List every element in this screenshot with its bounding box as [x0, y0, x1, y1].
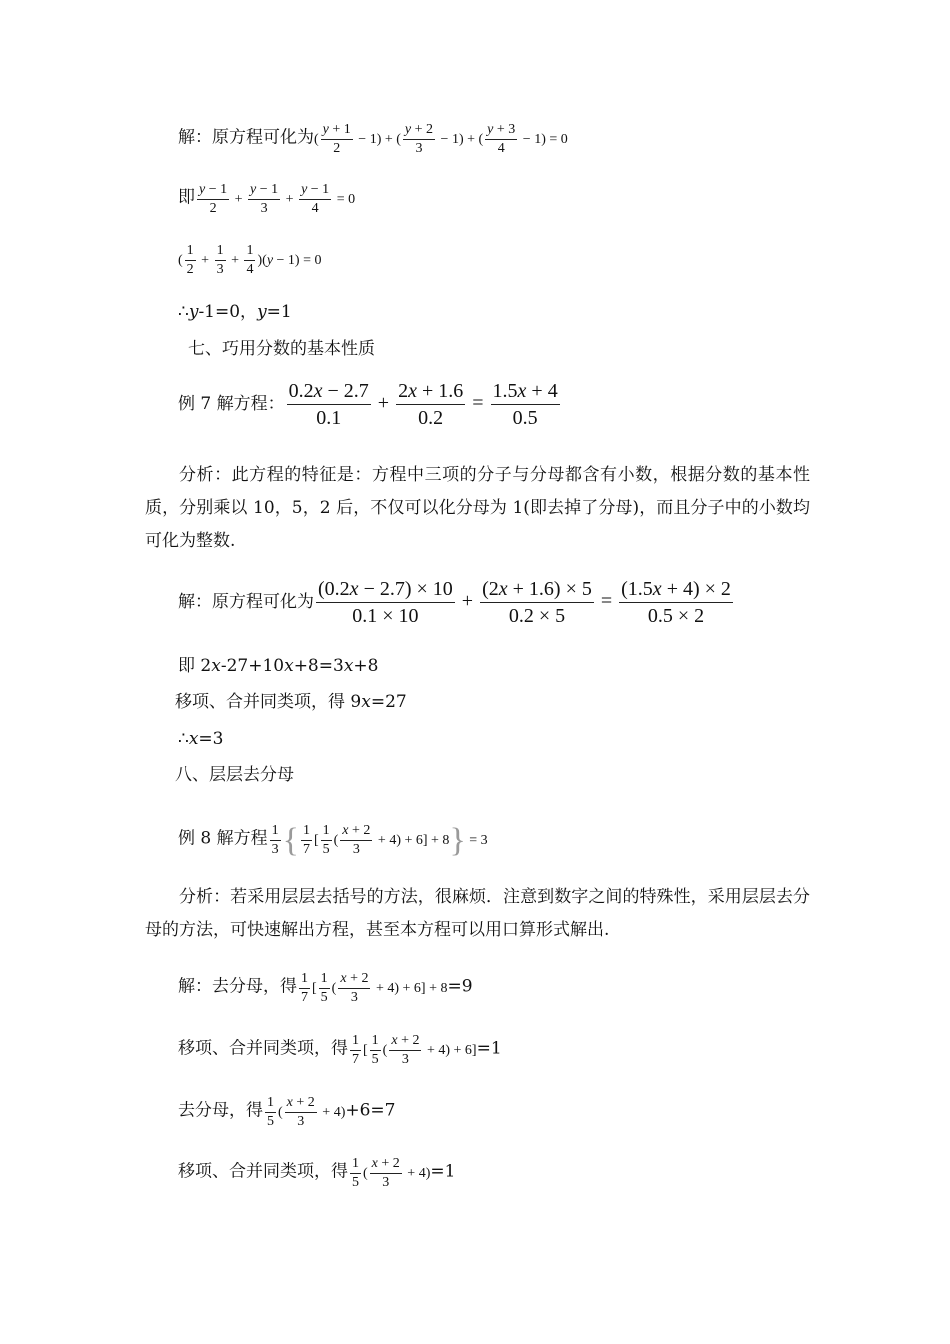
- section-7-heading: 七、巧用分数的基本性质: [188, 339, 375, 359]
- section-8-heading: 八、层层去分母: [175, 765, 294, 785]
- equation-sol7: $\frac{(0.2x - 2.7) \times 10}{0.1 \times 10}$ + $\frac{(2x + 1.6) \times 5}{0.2 \times 5}$ = $\frac{(1.5x + 4) \times 2}{0.5 \times 2}$: [318, 578, 731, 627]
- solution-line-10: 即 2x-27+10x+8=3x+8: [178, 656, 379, 676]
- solution-line-1: 解：原方程可化为( $\frac{y + 1}{2}$ − 1) + ( $\frac{y + 2}{3}$ − 1) + ( $\frac{y + 3}{4}$ − 1) = 0: [178, 122, 568, 156]
- solution-8-line-1: 解：去分母，得 $\frac{1}{7}$ [ $\frac{1}{5}$ ( $\frac{x + 2}{3}$ + 4) + 6] + 8=9: [178, 971, 473, 1005]
- solution-line-2: 即 $\frac{y - 1}{2}$ + $\frac{y - 1}{3}$ + $\frac{y - 1}{4}$ = 0: [178, 182, 356, 216]
- analysis-7: 分析：此方程的特征是：方程中三项的分子与分母都含有小数，根据分数的基本性质，分别乘以 10，5，2 后，不仅可以化分母为 1(即去掉了分母)，而且分子中的小数均可化为整数.: [145, 465, 810, 551]
- equation-1: ( $\frac{y + 1}{2}$ − 1) + ( $\frac{y + 2}{3}$ − 1) + ( $\frac{y + 3}{4}$ − 1) = 0: [314, 122, 568, 156]
- analysis-8: 分析：若采用层层去括号的方法，很麻烦．注意到数字之间的特殊性，采用层层去分母的方法，可快速解出方程，甚至本方程可以用口算形式解出.: [145, 887, 810, 940]
- example-8: 例 8 解方程 $\frac{1}{3}$ { $\frac{1}{7}$ [ $\frac{1}{5}$ ( $\frac{x + 2}{3}$ + 4) + 6] + 8} = 3: [178, 821, 488, 859]
- equation-ex8: $\frac{1}{3}$ { $\frac{1}{7}$ [ $\frac{1}{5}$ ( $\frac{x + 2}{3}$ + 4) + 6] + 8} = 3: [271, 821, 488, 859]
- solution-8-line-3: 去分母，得 $\frac{1}{5}$ ( $\frac{x + 2}{3}$ + 4)+6=7: [178, 1095, 396, 1129]
- solution-line-4: ∴y-1=0，y=1: [178, 302, 292, 322]
- solution-line-3: [178, 242, 321, 279]
- solution-7: 解：原方程可化为 $\frac{(0.2x - 2.7) \times 10}{0.1 \times 10}$ + $\frac{(2x + 1.6) \times 5}{0.2 \times 5}$ = $\frac{(1.5x + 4) \times 2}{0.5 \times 2}$: [178, 576, 735, 629]
- solution-line-12: ∴x=3: [178, 729, 224, 749]
- equation-2: $\frac{y - 1}{2}$ + $\frac{y - 1}{3}$ + $\frac{y - 1}{4}$ = 0: [199, 182, 356, 216]
- equation-3: ( $\frac{1}{2}$ + $\frac{1}{3}$ + $\frac{1}{4}$ )(y − 1) = 0: [178, 243, 322, 277]
- solution-8-line-2: 移项、合并同类项，得 $\frac{1}{7}$ [ $\frac{1}{5}$ ( $\frac{x + 2}{3}$ + 4) + 6]=1: [178, 1033, 502, 1067]
- equation-ex7: $\frac{0.2x - 2.7}{0.1}$ + $\frac{2x + 1.6}{0.2}$ = $\frac{1.5x + 4}{0.5}$: [288, 380, 558, 429]
- example-7: 例 7 解方程： $\frac{0.2x - 2.7}{0.1}$ + $\frac{2x + 1.6}{0.2}$ = $\frac{1.5x + 4}{0.5}$: [178, 378, 562, 431]
- solution-8-line-4: 移项、合并同类项，得 $\frac{1}{5}$ ( $\frac{x + 2}{3}$ + 4)=1: [178, 1156, 456, 1190]
- solution-line-11: 移项、合并同类项，得 9x=27: [175, 692, 407, 712]
